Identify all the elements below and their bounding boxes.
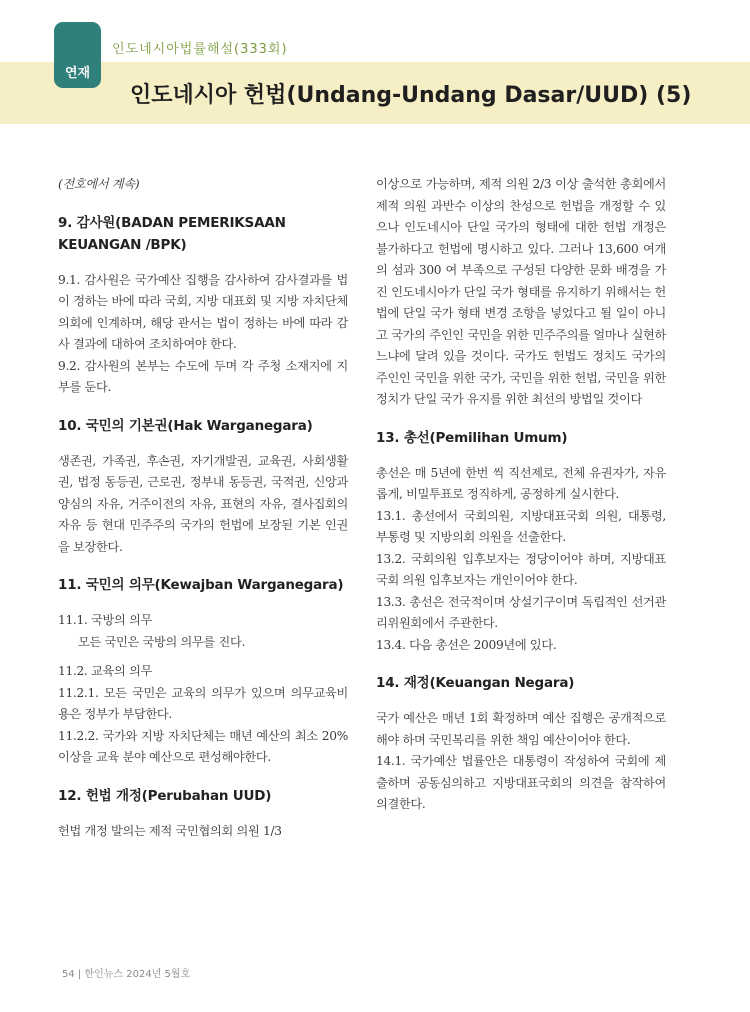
right-column bbox=[376, 174, 666, 816]
paragraph-12: 헌법 개정 발의는 제적 국민협의회 의원 1/3 bbox=[58, 823, 282, 838]
paragraph-9-2: 9.2. 감사원의 본부는 수도에 두며 각 주청 소재지에 지부를 둔다. bbox=[58, 358, 348, 394]
paragraph-14-1: 14.1. 국가예산 법률안은 대통령이 작성하여 국회에 제출하며 공동심의하고 지방대표국회의 의견을 참작하여 의결한다. bbox=[376, 754, 666, 811]
series-tag-label: 연재 bbox=[64, 66, 91, 81]
paragraph-13: 총선은 매 5년에 한번 씩 직선제로, 전체 유권자가, 자유롭게, 비밀투표로 정직하게, 공정하게 실시한다. bbox=[376, 465, 666, 501]
paragraph-11-2-2: 11.2.2. 국가와 지방 자치단체는 매년 예산의 최소 20% 이상을 교육 분야 예산으로 편성해야한다. bbox=[58, 728, 348, 764]
paragraph-9-1: 9.1. 감사원은 국가예산 집행을 감사하여 감사결과를 법이 정하는 바에 따라 국회, 지방 대표회 및 지방 자치단체의회에 인계하며, 해당 관서는 법이 정하는 바에 따라 감사 결과에 대하여 조치하여야 한다. bbox=[58, 272, 348, 351]
page-title: 인도네시아 헌법(Undang-Undang Dasar/UUD) (5) bbox=[130, 83, 692, 108]
section-heading-11: 11. 국민의 의무(Kewajban Warganegara) bbox=[58, 577, 344, 593]
section-heading-13: 13. 총선(Pemilihan Umum) bbox=[376, 429, 568, 446]
section-heading-10: 10. 국민의 기본권(Hak Warganegara) bbox=[58, 417, 313, 434]
section-heading-12: 12. 헌법 개정(Perubahan UUD) bbox=[58, 787, 272, 804]
paragraph-11-2-1: 11.2.1. 모든 국민은 교육의 의무가 있으며 의무교육비용은 정부가 부담한다. bbox=[58, 685, 348, 721]
paragraph-10: 생존권, 가족권, 후손권, 자기개발권, 교육권, 사회생활권, 법정 동등권, 근로권, 정부내 동등권, 국적권, 신앙과 양심의 자유, 거주이전의 자유, 표현의 자유, 결사집회의 자유 등 현대 민주주의 국가의 헌법에 보장된 기본 인권을 보장한다. bbox=[58, 453, 348, 554]
paragraph-13-2: 13.2. 국회의원 입후보자는 정당이어야 하며, 지방대표국회 의원 입후보자는 개인이어야 한다. bbox=[376, 551, 666, 587]
section-heading-9: 9. 감사원(BADAN PEMERIKSAAN KEUANGAN /BPK) bbox=[58, 214, 286, 253]
series-tag bbox=[54, 22, 101, 88]
paragraph-12-continued: 이상으로 가능하며, 제적 의원 2/3 이상 출석한 총회에서 제적 의원 과반수 이상의 찬성으로 헌법을 개정할 수 있으나 인도네시아 단일 국가의 형태에 대한 헌법 개정은 불가하다고 헌법에 명시하고 있다. 그러나 13,600 여개의 섬과 300 여 부족으로 구성된 다양한 문화 배경을 가진 인도네시아가 단일 국가 형태를 유지하기 위해서는 헌법에 단일 국가 형태 변경 조항을 넣었다고 될 일이 아니고 국가의 주인인 국민을 위한 민주주의를 얼마나 실현하느냐에 달려 있을 것이다. 국가도 헌법도 정치도 국가의 주인인 국민을 위한 국가, 국민을 위한 헌법, 국민을 위한 정치가 단일 국가 유지를 위한 최선의 방법일 것이다 bbox=[376, 177, 666, 406]
left-column bbox=[58, 174, 348, 842]
paragraph-14: 국가 예산은 매년 1회 확정하며 예산 집행은 공개적으로 해야 하며 국민복리를 위한 책임 예산이어야 한다. bbox=[376, 711, 666, 747]
series-name: 인도네시아법률해설(333회) bbox=[112, 42, 288, 57]
paragraph-11-2: 11.2. 교육의 의무 bbox=[58, 664, 153, 678]
section-heading-14: 14. 재정(Keuangan Negara) bbox=[376, 675, 575, 691]
page-footer: 54 | 한인뉴스 2024년 5월호 bbox=[62, 969, 191, 980]
paragraph-13-4: 13.4. 다음 총선은 2009년에 있다. bbox=[376, 637, 557, 652]
paragraph-11-1-body: 모든 국민은 국방의 의무를 진다. bbox=[78, 634, 246, 649]
intro-note: (전호에서 계속) bbox=[58, 177, 140, 191]
paragraph-11-1: 11.1. 국방의 의무 bbox=[58, 613, 153, 627]
paragraph-13-1: 13.1. 총선에서 국회의원, 지방대표국회 의원, 대통령, 부통령 및 지방의회 의원을 선출한다. bbox=[376, 508, 666, 544]
paragraph-13-3: 13.3. 총선은 전국적이며 상설기구이며 독립적인 선거관리위원회에서 주관한다. bbox=[376, 594, 666, 630]
